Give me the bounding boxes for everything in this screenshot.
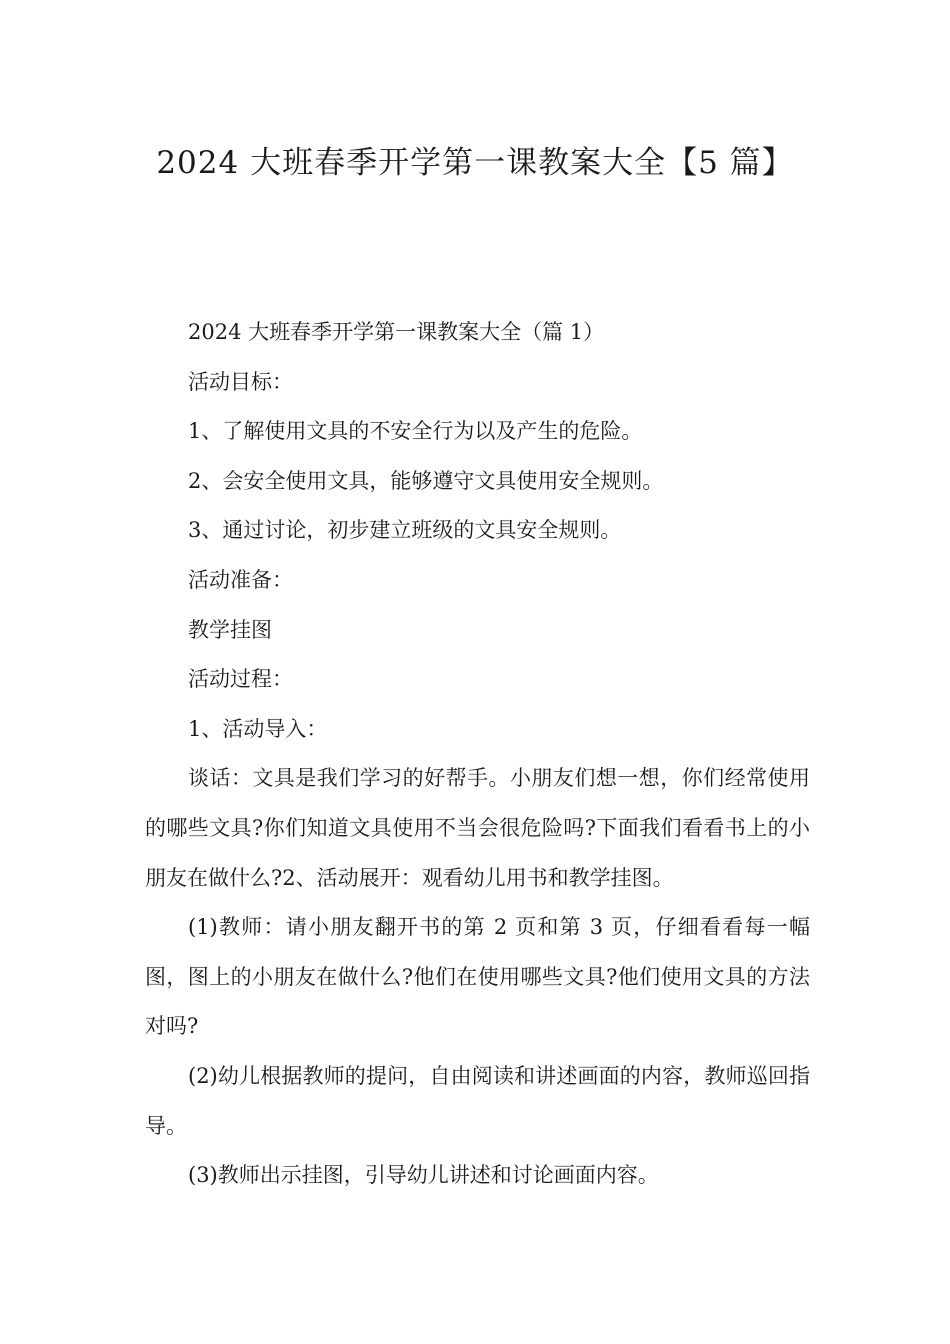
paragraph-lesson-heading: 2024 大班春季开学第一课教案大全（篇 1）	[188, 320, 605, 344]
paragraph-step-1-heading: 1、活动导入：	[188, 716, 328, 741]
document-body	[145, 308, 810, 1201]
paragraph-preparation-heading: 活动准备：	[188, 567, 293, 592]
paragraph-goals-heading: 活动目标：	[188, 369, 293, 394]
paragraph-preparation: 教学挂图	[188, 617, 272, 642]
paragraph-step-a: (1)教师：请小朋友翻开书的第 2 页和第 3 页，仔细看看每一幅图，图上的小朋友在做什么?他们在使用哪些文具?他们使用文具的方法对吗?	[145, 915, 810, 1039]
paragraph-step-b: (2)幼儿根据教师的提问，自由阅读和讲述画面的内容，教师巡回指导。	[145, 1063, 810, 1138]
paragraph-goal-3: 3、通过讨论，初步建立班级的文具安全规则。	[188, 518, 622, 543]
paragraph-step-c: (3)教师出示挂图，引导幼儿讲述和讨论画面内容。	[188, 1163, 659, 1188]
paragraph-talk: 谈话：文具是我们学习的好帮手。小朋友们想一想，你们经常使用的哪些文具?你们知道文具使用不当会很危险吗?下面我们看看书上的小朋友在做什么?2、活动展开：观看幼儿用书和教学挂图。	[145, 766, 810, 890]
document-title: 2024 大班春季开学第一课教案大全【5 篇】	[156, 145, 794, 181]
paragraph-goal-2: 2、会安全使用文具，能够遵守文具使用安全规则。	[188, 468, 664, 493]
paragraph-process-heading: 活动过程：	[188, 667, 293, 692]
paragraph-goal-1: 1、了解使用文具的不安全行为以及产生的危险。	[188, 419, 643, 444]
